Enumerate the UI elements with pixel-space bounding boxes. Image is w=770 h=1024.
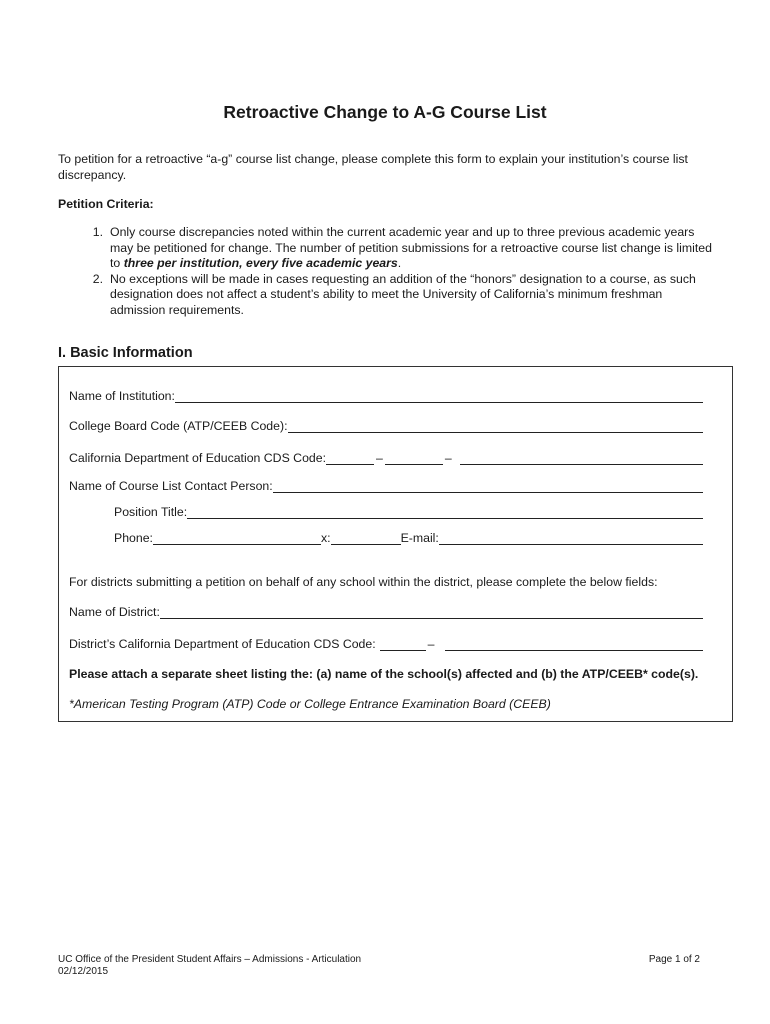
footer-org: [58, 954, 361, 978]
criteria-item: [58, 272, 718, 319]
intro-paragraph: To petition for a retroactive “a-g” course list change, please complete this form to explain your institution’s course list discrepancy.: [58, 152, 688, 182]
cds-row: [69, 449, 703, 465]
district-cds-input-part2[interactable]: [445, 638, 704, 651]
email-label: E-mail:: [400, 531, 439, 545]
contact-input[interactable]: [273, 480, 703, 493]
college-board-input[interactable]: [288, 420, 704, 433]
cds-dash: –: [444, 451, 452, 465]
phone-row: [114, 529, 703, 545]
basic-information-box: [58, 366, 733, 722]
criteria-text: [110, 225, 718, 272]
district-cds-label: District’s California Department of Education CDS Code:: [69, 637, 376, 651]
cds-label: California Department of Education CDS Code:: [69, 451, 326, 465]
position-label: Position Title:: [114, 505, 188, 519]
criteria-number: 2.: [92, 271, 103, 286]
district-name-row: [69, 603, 703, 619]
criteria-heading: Petition Criteria:: [58, 197, 154, 211]
district-cds-row: [69, 635, 703, 651]
phone-input[interactable]: [153, 532, 321, 545]
cds-input-part3[interactable]: [460, 452, 703, 465]
email-input[interactable]: [439, 532, 703, 545]
criteria-number: 1.: [92, 225, 103, 239]
footer-org-text: UC Office of the President Student Affairs – Admissions - Articulation: [58, 954, 362, 965]
district-cds-input-part1[interactable]: [380, 638, 426, 651]
criteria-text-part: .: [397, 256, 402, 270]
criteria-emphasis: three per institution, every five academic years: [123, 256, 398, 270]
footer-page-number: Page 1 of 2: [648, 954, 700, 965]
cds-input-part2[interactable]: [385, 452, 443, 465]
cds-dash: –: [376, 451, 383, 465]
contact-label: Name of Course List Contact Person:: [69, 479, 273, 493]
districts-note: [69, 573, 719, 589]
institution-input[interactable]: [175, 390, 703, 403]
college-board-row: [69, 417, 703, 433]
footer-date: 02/12/2015: [58, 966, 109, 977]
ext-input[interactable]: [331, 532, 401, 545]
district-cds-dash: –: [427, 637, 435, 651]
criteria-item: [58, 225, 718, 272]
atp-footnote: *American Testing Program (ATP) Code or College Entrance Examination Board (CEEB): [69, 697, 551, 711]
cds-input-part1[interactable]: [326, 452, 374, 465]
college-board-label: College Board Code (ATP/CEEB Code):: [69, 419, 288, 433]
ext-label: x:: [320, 531, 331, 545]
attach-note: Please attach a separate sheet listing the: (a) name of the school(s) affected and (b) the ATP/CEEB* code(s).: [69, 667, 699, 681]
position-row: [114, 503, 703, 519]
district-name-label: Name of District:: [69, 605, 160, 619]
district-name-input[interactable]: [160, 606, 703, 619]
phone-label: Phone:: [114, 531, 153, 545]
form-title: Retroactive Change to A-G Course List: [223, 102, 547, 122]
contact-row: [69, 477, 703, 493]
criteria-list: [58, 225, 718, 318]
section-heading: I. Basic Information: [58, 345, 193, 361]
institution-row: [69, 387, 703, 403]
criteria-text-part: Only course discrepancies noted within the current academic year and up to three previous academic years may be petitioned for change. The number of petition submissions for a retroactive course list change is limited to: [110, 225, 712, 270]
institution-label: Name of Institution:: [69, 389, 175, 403]
position-input[interactable]: [187, 506, 703, 519]
districts-note-text: For districts submitting a petition on behalf of any school within the district, please complete the below fields:: [69, 575, 658, 589]
criteria-text: No exceptions will be made in cases requesting an addition of the “honors” designation to a course, as such designation does not affect a student’s ability to meet the University of California’s minimum freshman admission requirements.: [110, 271, 696, 317]
